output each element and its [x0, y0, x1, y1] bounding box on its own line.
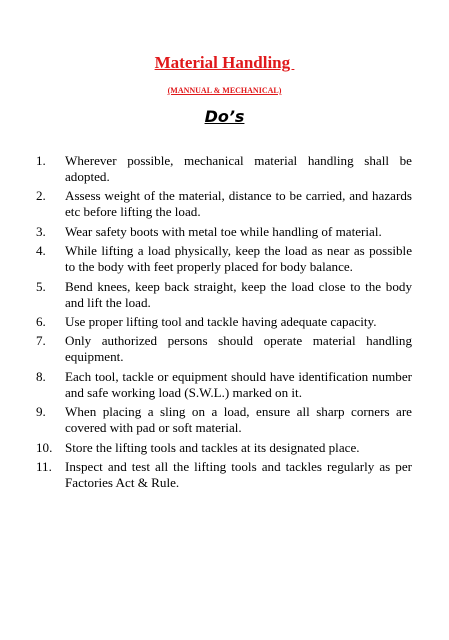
list-item: [36, 404, 412, 436]
list-item: [36, 333, 412, 365]
list-item-text: Only authorized persons should operate material handling equipment.: [65, 333, 412, 365]
list-item-number: 9.: [36, 404, 46, 420]
list-item-number: 8.: [36, 368, 46, 384]
list-item: [36, 440, 412, 456]
list-item-number: 1.: [36, 153, 46, 168]
list-item-text: Store the lifting tools and tackles at its designated place.: [65, 439, 360, 455]
list-item: [36, 224, 412, 240]
document-subtitle: (MANNUAL & MECHANICAL): [167, 86, 282, 95]
list-item: [36, 369, 412, 401]
list-item-number: 5.: [36, 278, 46, 294]
list-item-number: 3.: [36, 223, 46, 239]
list-item: [36, 243, 412, 275]
list-item-number: 2.: [36, 188, 46, 204]
list-item-text: While lifting a load physically, keep the load as near as possible to the body with feet properly placed for body balance.: [65, 243, 412, 275]
list-item-text: Use proper lifting tool and tackle having adequate capacity.: [65, 313, 377, 329]
list-item-text: Inspect and test all the lifting tools and tackles regularly as per Factories Act & Rule.: [65, 458, 412, 490]
document-title: Material Handling: [154, 53, 295, 72]
list-item: [36, 459, 412, 491]
list-item: [36, 188, 412, 220]
list-item-text: Assess weight of the material, distance to be carried, and hazards etc before lifting the load.: [65, 188, 412, 220]
list-item-text: Bend knees, keep back straight, keep the load close to the body and lift the load.: [65, 278, 412, 310]
list-item-number: 6.: [36, 313, 46, 329]
dos-list: [36, 153, 412, 494]
list-item-text: Wear safety boots with metal toe while handling of material.: [65, 223, 382, 239]
list-item: [36, 314, 412, 330]
list-item-text: Wherever possible, mechanical material handling shall be adopted.: [65, 153, 412, 184]
list-item: [36, 279, 412, 311]
list-item-number: 11.: [36, 458, 52, 474]
list-item-text: Each tool, tackle or equipment should have identification number and safe working load (S.W.L.) marked on it.: [65, 368, 412, 400]
list-item-number: 10.: [36, 439, 53, 455]
list-item-text: When placing a sling on a load, ensure all sharp corners are covered with pad or soft material.: [65, 404, 412, 436]
list-item-number: 7.: [36, 333, 46, 349]
list-item: [36, 153, 412, 185]
list-item-number: 4.: [36, 243, 46, 259]
section-heading: Do’s: [204, 107, 245, 126]
